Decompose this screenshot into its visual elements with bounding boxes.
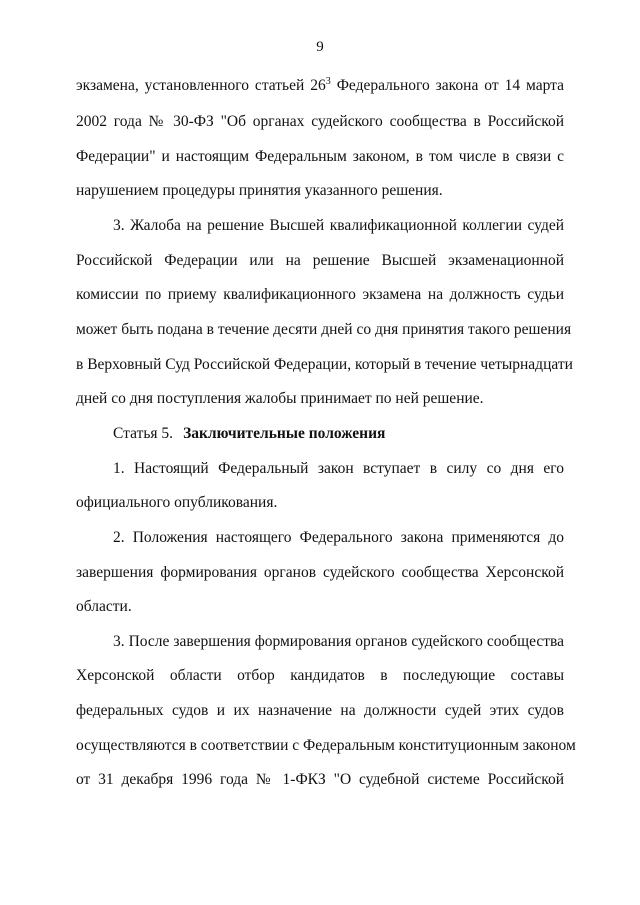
text-span: Федерального закона от 14 марта — [330, 77, 564, 94]
paragraph-line: нарушением процедуры принятия указанного решения. — [76, 182, 443, 199]
article-label: Статья 5. — [113, 425, 174, 442]
paragraph-line: области. — [76, 598, 132, 615]
paragraph-line: осуществляются в соответствии с Федеральным конституционным законом — [76, 737, 576, 754]
article-heading — [113, 424, 385, 444]
paragraph-line: официального опубликования. — [76, 494, 278, 511]
paragraph-line: может быть подана в течение десяти дней со дня принятия такого решения — [76, 321, 572, 338]
paragraph-line: комиссии по приему квалификационного экзамена на должность судьи — [76, 286, 564, 303]
superscript: 3 — [325, 76, 331, 87]
paragraph-line: в Верховный Суд Российской Федерации, который в течение четырнадцати — [76, 356, 573, 373]
paragraph-line: Российской Федерации или на решение Высшей экзаменационной — [76, 252, 564, 269]
page-number: 9 — [316, 39, 324, 55]
paragraph-line: 3. После завершения формирования органов судейского сообщества — [113, 633, 564, 650]
text-span: экзамена, установленного статьей 26 — [76, 77, 326, 94]
paragraph-line: завершения формирования органов судейского сообщества Херсонской — [76, 564, 564, 581]
paragraph-line: от 31 декабря 1996 года № 1-ФКЗ "О судебной системе Российской — [76, 771, 564, 788]
paragraph-line: 2002 года № 30-ФЗ "Об органах судейского сообщества в Российской — [76, 113, 564, 130]
paragraph-line: федеральных судов и их назначение на должности судей этих судов — [76, 702, 564, 719]
paragraph-line: Федерации" и настоящим Федеральным законом, в том числе в связи с — [76, 148, 564, 165]
paragraph-line: 3. Жалоба на решение Высшей квалификационной коллегии судей — [113, 217, 564, 234]
paragraph-line: 2. Положения настоящего Федерального закона применяются до — [113, 529, 564, 546]
article-title: Заключительные положения — [183, 425, 386, 442]
paragraph-line — [76, 76, 564, 96]
paragraph-line: Херсонской области отбор кандидатов в последующие составы — [76, 667, 564, 684]
paragraph-line: дней со дня поступления жалобы принимает по ней решение. — [76, 390, 484, 407]
paragraph-line: 1. Настоящий Федеральный закон вступает в силу со дня его — [113, 460, 564, 477]
